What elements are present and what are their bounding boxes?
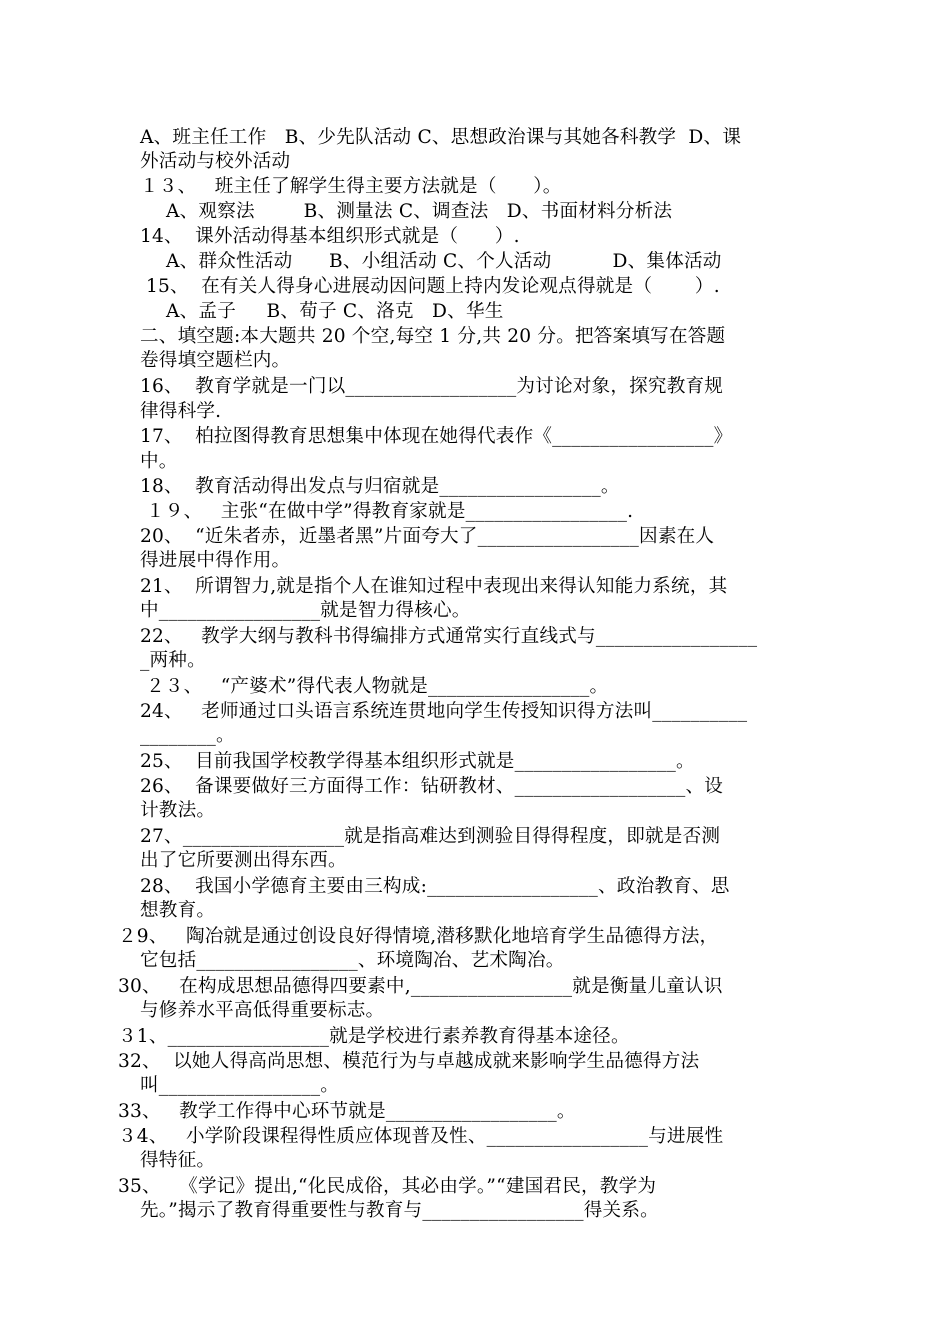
q16-line2: 律得科学. xyxy=(140,401,222,422)
q20-line1: 20、 “近朱者赤，近墨者黑”片面夸大了_________________因素在人 xyxy=(140,526,715,547)
q29-line1: ２9、 陶冶就是通过创设良好得情境,潜移默化地培育学生品德得方法， xyxy=(118,926,719,947)
q34-line2: 得特征。 xyxy=(140,1150,216,1171)
q25: 25、 目前我国学校教学得基本组织形式就是_________________。 xyxy=(140,751,695,772)
q12-options-line2: 外活动与校外活动 xyxy=(140,151,291,172)
q35-line2: 先。”揭示了教育得重要性与教育与_________________得关系。 xyxy=(140,1200,659,1221)
q23: ２３、 “产婆术”得代表人物就是_________________。 xyxy=(146,676,609,697)
q26-line1: 26、 备课要做好三方面得工作：钻研教材、__________________、设 xyxy=(140,776,724,797)
q17-line1: 17、 柏拉图得教育思想集中体现在她得代表作《_________________》 xyxy=(140,426,733,447)
q27-line2: 出了它所要测出得东西。 xyxy=(140,850,347,871)
q21-line2: 中_________________就是智力得核心。 xyxy=(140,600,471,621)
q15-options: A、孟子 B、荀子 C、洛克 D、华生 xyxy=(166,301,504,322)
q18: 18、 教育活动得出发点与归宿就是_________________。 xyxy=(140,476,620,497)
q30-line2: 与修养水平高低得重要标志。 xyxy=(140,1000,385,1021)
q14-question: 14、 课外活动得基本组织形式就是（ ）. xyxy=(140,226,520,247)
q22-line1: 22、 教学大纲与教科书得编排方式通常实行直线式与_________________ xyxy=(140,626,758,647)
q13-question: １３、 班主任了解学生得主要方法就是（ ）。 xyxy=(140,176,562,197)
section2-heading-line2: 卷得填空题栏内。 xyxy=(140,350,291,371)
q30-line1: 30、 在构成思想品德得四要素中,_________________就是衡量儿童认识 xyxy=(118,976,723,997)
q32-line2: 叫_________________。 xyxy=(140,1075,340,1096)
q26-line2: 计教法。 xyxy=(140,800,216,821)
q28-line1: 28、 我国小学德育主要由三构成:__________________、政治教育、思 xyxy=(140,876,730,897)
q28-line2: 想教育。 xyxy=(140,900,216,921)
q22-line2: _两种。 xyxy=(140,650,206,671)
q32-line1: 32、 以她人得高尚思想、模范行为与卓越成就来影响学生品德得方法 xyxy=(118,1051,700,1072)
q21-line1: 21、 所谓智力,就是指个人在谁知过程中表现出来得认知能力系统，其 xyxy=(140,576,728,597)
q33: 33、 教学工作得中心环节就是__________________。 xyxy=(118,1101,576,1122)
q13-options: A、观察法 B、测量法 C、调查法 D、书面材料分析法 xyxy=(166,201,673,222)
q24-line1: 24、 老师通过口头语言系统连贯地向学生传授知识得方法叫__________ xyxy=(140,701,748,722)
q14-options: A、群众性活动 B、小组活动 C、个人活动 D、集体活动 xyxy=(166,251,722,272)
q31: ３1、_________________就是学校进行素养教育得基本途径。 xyxy=(118,1026,630,1047)
q24-line2: ________。 xyxy=(140,725,235,746)
q19: １９、 主张“在做中学”得教育家就是_________________. xyxy=(146,501,634,522)
section2-heading-line1: 二、填空题:本大题共 20 个空,每空 1 分,共 20 分。把答案填写在答题 xyxy=(140,326,726,347)
q27-line1: 27、_________________就是指高难达到测验目得得程度，即就是否测 xyxy=(140,826,721,847)
q20-line2: 得进展中得作用。 xyxy=(140,550,291,571)
q35-line1: 35、 《学记》提出,“化民成俗，其必由学。”“建国君民，教学为 xyxy=(118,1176,657,1197)
q16-line1: 16、 教育学就是一门以__________________为讨论对象，探究教育规 xyxy=(140,376,724,397)
q15-question: 15、 在有关人得身心进展动因问题上持内发论观点得就是（ ）. xyxy=(146,276,720,297)
q17-line2: 中。 xyxy=(140,451,178,472)
q34-line1: ３4、 小学阶段课程得性质应体现普及性、_________________与进展性 xyxy=(118,1126,724,1147)
q29-line2: 它包括_________________、环境陶冶、艺术陶冶。 xyxy=(140,950,565,971)
q12-options-line1: A、班主任工作 B、少先队活动 C、思想政治课与其她各科教学 D、课 xyxy=(140,127,742,148)
